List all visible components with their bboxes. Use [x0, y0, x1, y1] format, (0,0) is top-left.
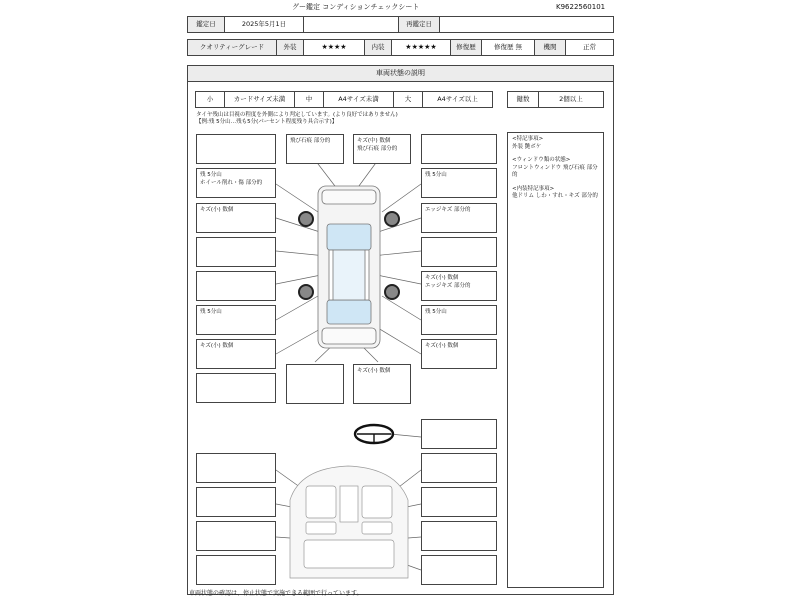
damage-box-top-1: 飛び石痕 部分的 — [286, 134, 344, 164]
remark-special-value: 外装 艶ボケ — [512, 143, 542, 150]
interior-label: 内装 — [364, 39, 392, 56]
wheel-rear-left-icon — [299, 285, 313, 299]
interior-box-right-4 — [421, 521, 497, 551]
legend-small-desc: カードサイズ未満 — [224, 91, 295, 108]
damage-box-right-1 — [421, 134, 497, 164]
car-top-view — [318, 186, 380, 348]
damage-box-right-3: エッジキズ 部分的 — [421, 203, 497, 233]
remark-interior-heading: <内装特記事項> — [512, 185, 555, 192]
damage-box-left-3: キズ(小) 数個 — [196, 203, 276, 233]
remarks-panel — [507, 132, 604, 588]
mechanical-label: 機関 — [534, 39, 566, 56]
wheel-front-right-icon — [385, 212, 399, 226]
steering-wheel-icon — [355, 425, 393, 443]
interior-box-right-1 — [421, 419, 497, 449]
legend-large-desc: A4サイズ以上 — [422, 91, 493, 108]
legend-large: 大 — [393, 91, 423, 108]
legend-medium-desc: A4サイズ未満 — [323, 91, 394, 108]
damage-box-right-6: 残 5分山 — [421, 305, 497, 335]
legend-medium: 中 — [294, 91, 324, 108]
damage-box-left-6: 残 5分山 — [196, 305, 276, 335]
remark-window-value: フロントウィンドウ 飛び石痕 部分的 — [512, 164, 598, 178]
damage-box-left-7: キズ(小) 数個 — [196, 339, 276, 369]
damage-box-bottom-1 — [286, 364, 344, 404]
damage-box-top-2: キズ(中) 数個 飛び石痕 部分的 — [353, 134, 411, 164]
damage-box-left-8 — [196, 373, 276, 403]
interior-box-right-5 — [421, 555, 497, 585]
wheel-rear-right-icon — [385, 285, 399, 299]
reappraisal-date-label: 再鑑定日 — [398, 16, 440, 33]
appraisal-date-value: 2025年5月1日 — [224, 16, 304, 33]
appraisal-date-label: 鑑定日 — [187, 16, 225, 33]
damage-box-right-2: 残 5分山 — [421, 168, 497, 198]
repair-history-label: 修復歴 — [450, 39, 482, 56]
damage-box-bottom-2: キズ(小) 数個 — [353, 364, 411, 404]
exterior-label: 外装 — [276, 39, 304, 56]
interior-box-left-1 — [196, 453, 276, 483]
tire-note-line2: 【例:残 5分山…残も5分(パーセント程度残り具合示す)】 — [196, 119, 338, 125]
key-count-value: 2個以上 — [538, 91, 604, 108]
remark-window-heading: <ウィンドウ類の状態> — [512, 157, 571, 163]
car-interior-view — [290, 466, 408, 578]
mechanical-value: 正常 — [565, 39, 614, 56]
damage-box-right-5: キズ(小) 数個 エッジキズ 部分的 — [421, 271, 497, 301]
damage-box-left-4 — [196, 237, 276, 267]
remark-special-heading: <特記事項> — [512, 136, 544, 142]
footer-note: 車両状態の確認は、停止状態で実施できる範囲で行っています。 — [189, 590, 363, 597]
document-id: K9622560101 — [556, 3, 606, 11]
damage-box-left-5 — [196, 271, 276, 301]
damage-box-left-2: 残 5分山 ホイール削れ・傷 部分的 — [196, 168, 276, 198]
damage-box-right-7: キズ(小) 数個 — [421, 339, 497, 369]
interior-rating: ★★★★★ — [391, 39, 451, 56]
interior-box-right-3 — [421, 487, 497, 517]
exterior-rating: ★★★★ — [303, 39, 365, 56]
interior-box-left-3 — [196, 521, 276, 551]
sheet-title: グー鑑定 コンディションチェックシート — [292, 3, 420, 11]
interior-box-left-4 — [196, 555, 276, 585]
damage-box-left-1 — [196, 134, 276, 164]
section-title: 車両状態の説明 — [187, 65, 614, 82]
wheel-front-left-icon — [299, 212, 313, 226]
legend-small: 小 — [195, 91, 225, 108]
repair-history-value: 修復歴 無 — [481, 39, 535, 56]
interior-box-left-2 — [196, 487, 276, 517]
damage-box-right-4 — [421, 237, 497, 267]
key-count-label: 鍵数 — [507, 91, 539, 108]
tire-note-line1: タイヤ残山は目視の程度を外側により判定しています。(より良好ではありません) — [196, 112, 398, 118]
remark-interior-value: 他ドリム しわ・すれ・キズ 部分的 — [512, 193, 598, 199]
quality-grade-label: クオリティーグレード — [187, 39, 277, 56]
interior-box-right-2 — [421, 453, 497, 483]
